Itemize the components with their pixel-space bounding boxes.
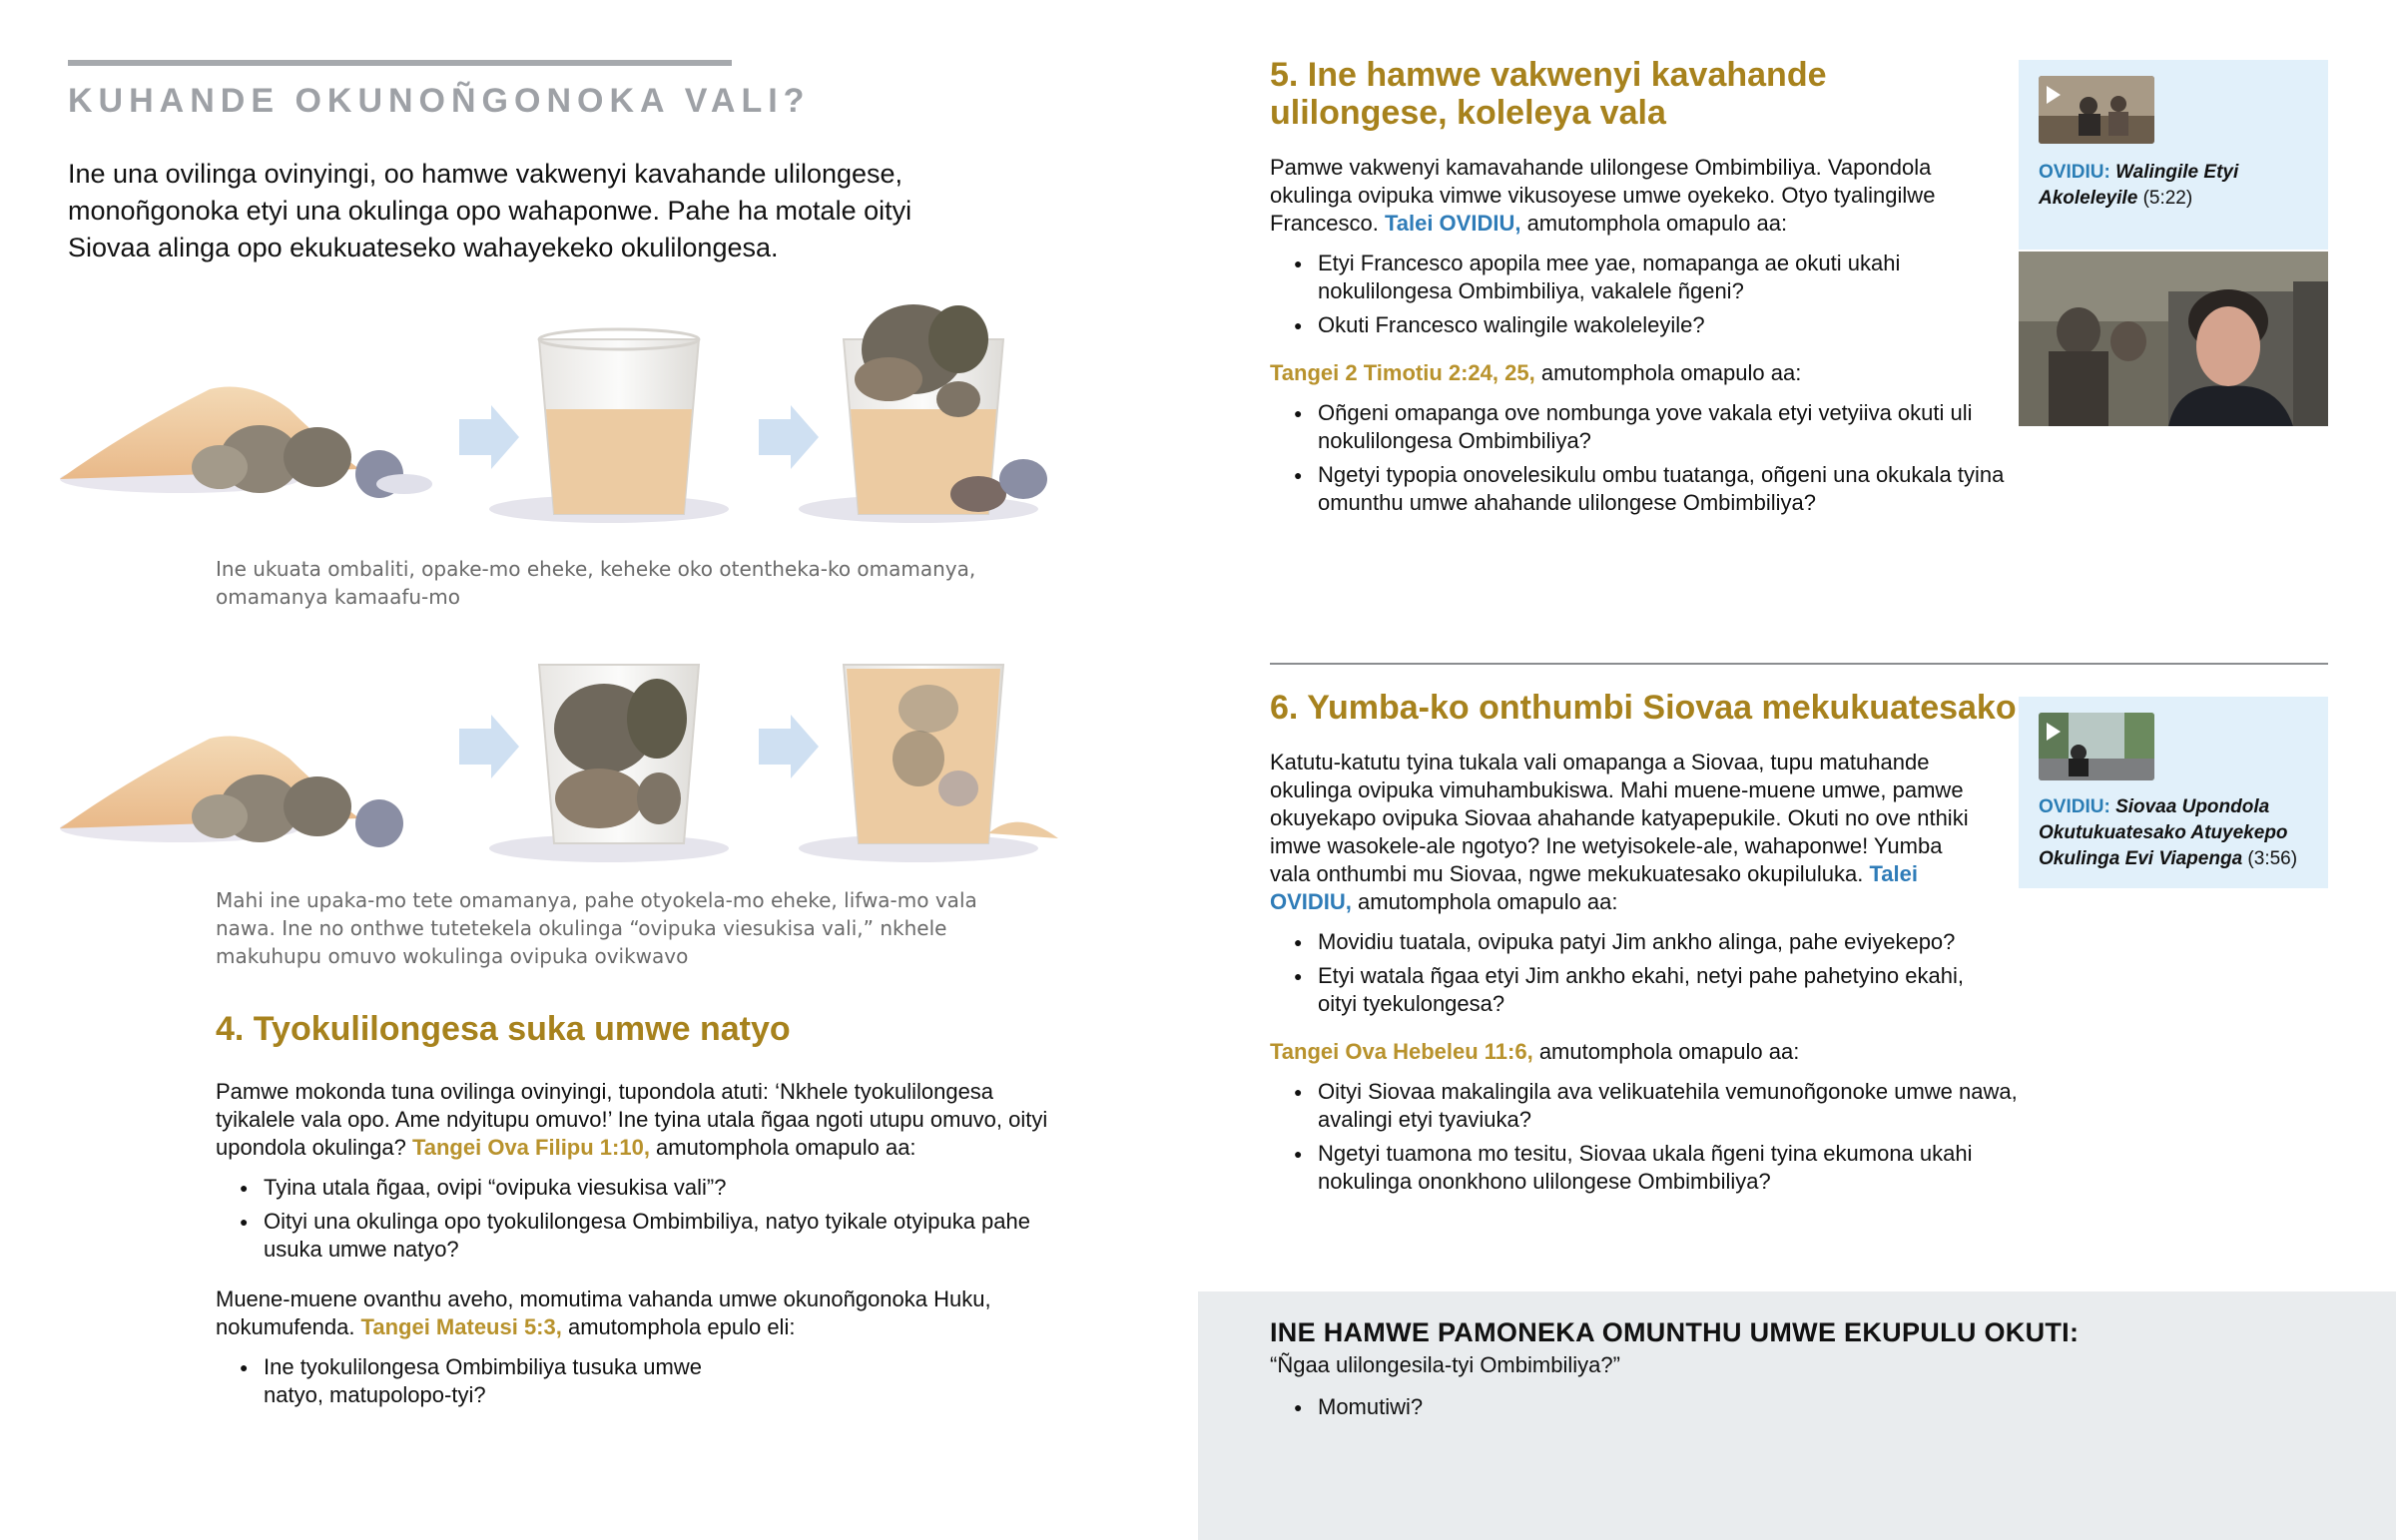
video-label: OVIDIU: [2039, 796, 2110, 817]
section-4-p2-text: Muene-muene ovanthu aveho, momutima vahanda umwe okunoñgonoka Huku, nokumufenda. [216, 1286, 991, 1339]
question-item: ● Oityi una okulinga opo tyokulilongesa Ombimbiliya, natyo tyikale otyipuka pahe usuka umwe natyo? [216, 1208, 1064, 1264]
section-4-p1-tail: amutomphola omapulo aa: [649, 1135, 916, 1160]
section-6 [1270, 689, 2069, 1202]
video-duration: (3:56) [2247, 848, 2298, 869]
answer-item: ● Momutiwi? [1270, 1393, 1869, 1421]
section-4-questions-1 [216, 1174, 1064, 1264]
section-5-paragraph-1 [1270, 154, 2009, 238]
video-still-photo [2019, 252, 2328, 426]
video-duration: (5:22) [2142, 188, 2193, 209]
scripture-ref-filipu[interactable]: Tangei Ova Filipu 1:10, [411, 1135, 650, 1160]
heading-rule [68, 60, 732, 66]
video-title: Walingile Etyi Akoleleyile [2039, 162, 2239, 209]
question-item: ● Etyi watala ñgaa etyi Jim ankho ekahi, netyi pahe pahetyino ekahi, oityi tyekulongesa? [1270, 962, 1989, 1018]
section-divider [1270, 663, 2328, 665]
play-icon[interactable] [2047, 723, 2061, 741]
page-kicker-heading: KUHANDE OKUNOÑGONOKA VALI? [68, 82, 811, 120]
video-box-section-6[interactable] [2019, 697, 2328, 888]
question-item: ● Oityi Siovaa makalingila ava velikuatehila vemunoñgonoke umwe nawa, avalingi etyi tyaviuka? [1270, 1078, 2069, 1134]
section-4-p1-text: Pamwe mokonda tuna ovilinga ovinyingi, tupondola atuti: ‘Nkhele tyokulilongesa tyikalele vala opo. Ame ndyitupu omuvo!’ Ine tyina utala ñgaa ngoti utupu omuvo, oityi upondola okulinga? [216, 1079, 1048, 1160]
video-label: OVIDIU: [2039, 162, 2110, 183]
objection-answers [1270, 1393, 1869, 1427]
section-4-paragraph-2 [216, 1285, 1064, 1341]
section-5-p1-text: Pamwe vakwenyi kamavahande ulilongese Ombimbiliya. Vapondola okulinga ovipuka vimwe vikusoyese umwe oyekeko. Otyo tyalingilwe Francesco. [1270, 155, 1936, 236]
section-6-paragraph-2 [1270, 1038, 2069, 1066]
question-item: ● Ine tyokulilongesa Ombimbiliya tusuka umwe natyo, matupolopo-tyi? [216, 1353, 715, 1409]
video-link[interactable]: Talei OVIDIU, [1270, 861, 1918, 914]
objection-title: INE HAMWE PAMONEKA OMUNTHU UMWE EKUPULU OKUTI: [1270, 1317, 2080, 1347]
video-title: Siovaa Upondola Okutukuatesako Atuyekepo Okulinga Evi Viapenga [2039, 796, 2288, 869]
intro-paragraph: Ine una ovilinga ovinyingi, oo hamwe vakwenyi kavahande ulilongese, monoñgonoka etyi una okulinga opo wahaponwe. Pahe ha motale oityi Siovaa alinga opo ekukuateseko wahayekeko okulilongesa. [68, 159, 912, 262]
play-icon[interactable] [2047, 86, 2061, 104]
section-6-questions-2 [1270, 1078, 2069, 1196]
scripture-ref-hebeleu[interactable]: Tangei Ova Hebeleu 11:6, [1270, 1039, 1533, 1064]
section-6-p2-tail: amutomphola omapulo aa: [1532, 1039, 1800, 1064]
section-5-questions-2 [1270, 399, 2009, 517]
scripture-ref-timotiu[interactable]: Tangei 2 Timotiu 2:24, 25, [1270, 360, 1535, 385]
video-thumbnail[interactable] [2039, 713, 2154, 780]
illustration-rocks-first [60, 649, 1118, 868]
video-box-section-5[interactable] [2019, 60, 2328, 250]
objection-quote: “Ñgaa ulilongesila-tyi Ombimbiliya?” [1270, 1352, 1620, 1377]
question-item: ● Movidiu tuatala, ovipuka patyi Jim ankho alinga, pahe eviyekepo? [1270, 928, 1989, 956]
section-6-questions-1 [1270, 928, 1989, 1018]
video-caption [2039, 160, 2318, 212]
section-6-title: 6. Yumba-ko onthumbi Siovaa mekukuatesako [1270, 689, 2017, 727]
question-item: ● Etyi Francesco apopila mee yae, nomapanga ae okuti ukahi nokulilongesa Ombimbiliya, vakalele ñgeni? [1270, 250, 1909, 305]
section-5-title: 5. Ine hamwe vakwenyi kavahande ulilongese, koleleya vala [1270, 56, 1827, 132]
section-5 [1270, 56, 2009, 523]
scripture-ref-mateusi[interactable]: Tangei Mateusi 5:3, [360, 1314, 562, 1339]
section-5-p2-tail: amutomphola omapulo aa: [1534, 360, 1802, 385]
question-item: ● Tyina utala ñgaa, ovipi “ovipuka viesukisa vali”? [216, 1174, 1064, 1202]
section-4 [216, 1010, 1064, 1415]
section-4-p2-tail: amutomphola epulo eli: [561, 1314, 796, 1339]
video-caption [2039, 794, 2318, 872]
question-item: ● Ngetyi typopia onovelesikulu ombu tuatanga, oñgeni una okukala tyina omunthu umwe ahahande ulilongese Ombimbiliya? [1270, 461, 2009, 517]
video-link[interactable]: Talei OVIDIU, [1384, 211, 1521, 236]
section-5-questions-1 [1270, 250, 1909, 339]
section-4-paragraph-1 [216, 1078, 1064, 1162]
section-6-paragraph-1 [1270, 749, 1969, 916]
section-4-title: 4. Tyokulilongesa suka umwe natyo [216, 1010, 791, 1048]
video-thumbnail[interactable] [2039, 76, 2154, 144]
question-item: ● Oñgeni omapanga ove nombunga yove vakala etyi vetyiiva okuti uli nokulilongesa Ombimbiliya? [1270, 399, 2009, 455]
section-5-paragraph-2 [1270, 359, 2009, 387]
question-item: ● Ngetyi tuamona mo tesitu, Siovaa ukala ñgeni tyina ekumona ukahi nokulinga ononkhono ulilongese Ombimbiliya? [1270, 1140, 2069, 1196]
section-5-p1-tail: amutomphola omapulo aa: [1520, 211, 1788, 236]
section-6-p1-tail: amutomphola omapulo aa: [1351, 889, 1618, 914]
caption-sand-first: Ine ukuata ombaliti, opake-mo eheke, keheke oko otentheka-ko omamanya, omamanya kamaafu-mo [216, 557, 976, 609]
illustration-sand-first [60, 279, 1118, 539]
question-item: ● Okuti Francesco walingile wakoleleyile? [1270, 311, 1909, 339]
section-4-questions-2 [216, 1353, 715, 1409]
caption-rocks-first: Mahi ine upaka-mo tete omamanya, pahe otyokela-mo eheke, lifwa-mo vala nawa. Ine no onthwe tutetekela okulinga “ovipuka viesukisa vali,” nkhele makuhupu omuvo wokulinga ovipuka ovikwavo [216, 888, 977, 968]
section-6-p1-text: Katutu-katutu tyina tukala vali omapanga a Siovaa, tupu matuhande okulinga ovipuka vimuhambukiswa. Mahi muene-muene umwe, pamwe okuyekapo ovipuka Siovaa ahahande katyapepukile. Okuti no ove nthiki imwe wasokele-ale ngotyo? Ine wetyisokele-ale, wahaponwe! Yumba vala onthumbi mu Siovaa, ngwe mekukuatesako okupiluluka. [1270, 750, 1969, 886]
